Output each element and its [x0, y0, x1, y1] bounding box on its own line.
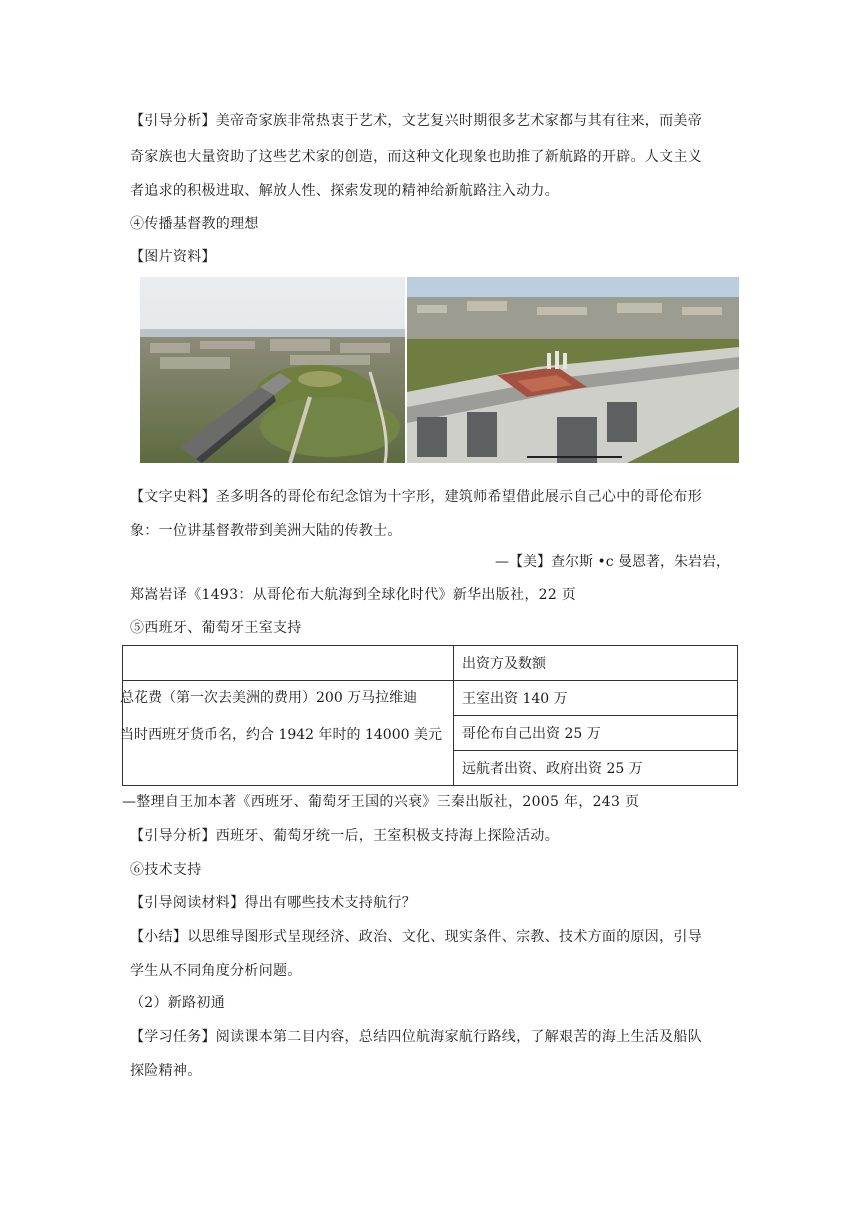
section-heading-new-route: （2）新路初通	[130, 995, 226, 1011]
analysis-royal-support: 【引导分析】西班牙、葡萄牙统一后，王室积极支持海上探险活动。	[130, 828, 559, 844]
analysis-paragraph-line-1: 【引导分析】美帝奇家族非常热衷于艺术，文艺复兴时期很多艺术家都与其有往来，而美帝	[130, 113, 702, 129]
photo-memorial-aerial	[140, 277, 405, 463]
table-row	[123, 681, 738, 716]
section-heading-christianity: ④传播基督教的理想	[130, 216, 259, 232]
citation-line-2: 郑嵩岩译《1493：从哥伦布大航海到全球化时代》新华出版社，22 页	[130, 587, 577, 603]
photo-memorial-closeup	[407, 277, 739, 463]
learning-task-line-1: 【学习任务】阅读课本第二目内容，总结四位航海家航行路线，了解艰苦的海上生活及船队	[130, 1029, 702, 1045]
table-row	[123, 646, 738, 681]
section-heading-royal-support: ⑤西班牙、葡萄牙王室支持	[130, 620, 302, 636]
table-cell-funder: 哥伦布自己出资 25 万	[454, 716, 738, 751]
table-header-funders: 出资方及数额	[454, 646, 738, 681]
section-heading-technology: ⑥技术支持	[130, 862, 202, 878]
table-source-note: —整理自王加本著《西班牙、葡萄牙王国的兴衰》三秦出版社，2005 年，243 页	[122, 794, 640, 810]
analysis-paragraph-line-3: 者追求的积极进取、解放人性、探索发现的精神给新航路注入动力。	[130, 183, 559, 199]
picture-material-label: 【图片资料】	[130, 249, 216, 265]
learning-task-line-2: 探险精神。	[130, 1063, 202, 1079]
table-total-cost-cell	[120, 681, 454, 786]
text-source-line-2: 象：一位讲基督教带到美洲大陆的传教士。	[130, 523, 402, 539]
table-cell-funder: 王室出资 140 万	[454, 681, 738, 716]
reading-guide: 【引导阅读材料】得出有哪些技术支持航行？	[130, 895, 416, 911]
funding-table	[122, 645, 738, 786]
text-source-line-1: 【文字史料】圣多明各的哥伦布纪念馆为十字形，建筑师希望借此展示自己心中的哥伦布形	[130, 489, 702, 505]
citation-line-1: —【美】查尔斯 •c 曼恩著，朱岩岩，	[495, 554, 730, 570]
analysis-paragraph-line-2: 奇家族也大量资助了这些艺术家的创造，而这种文化现象也助推了新航路的开辟。人文主义	[130, 149, 702, 165]
table-total-cost-line-2: 当时西班牙货币名，约合 1942 年时的 14000 美元	[120, 726, 442, 743]
summary-line-1: 【小结】以思维导图形式呈现经济、政治、文化、现实条件、宗教、技术方面的原因，引导	[130, 929, 702, 945]
table-header-empty	[123, 646, 454, 681]
table-total-cost-line-1: 总花费（第一次去美洲的费用）200 万马拉维迪	[120, 689, 418, 706]
summary-line-2: 学生从不同角度分析问题。	[130, 963, 302, 979]
table-cell-funder: 远航者出资、政府出资 25 万	[454, 751, 738, 786]
